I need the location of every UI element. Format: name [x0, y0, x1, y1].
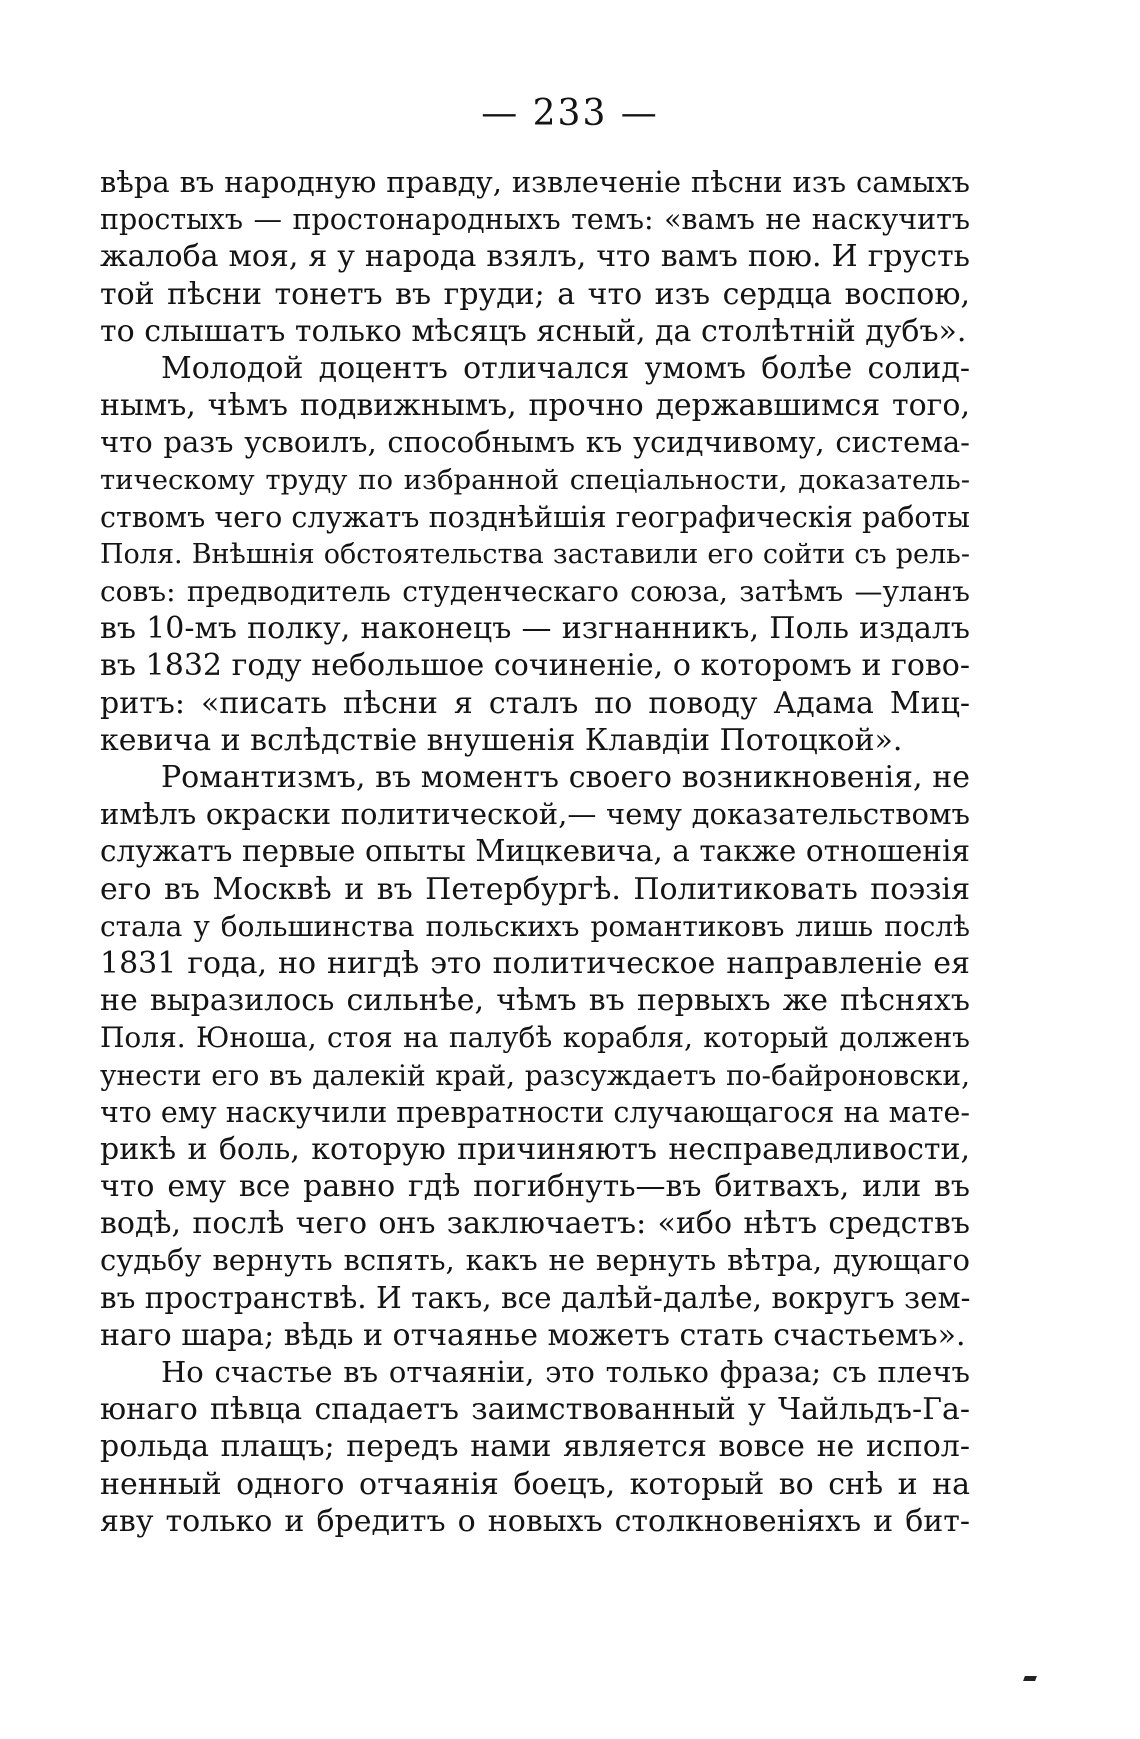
page-number: — 233 — — [481, 93, 659, 134]
text-line: въ 10-мъ полку, наконецъ — изгнанникъ, Поль издалъ — [100, 611, 970, 647]
text-line: не выразилось сильнѣе, чѣмъ въ первыхъ же пѣсняхъ — [100, 983, 970, 1019]
text-line: ритъ: «писать пѣсни я сталъ по поводу Адама Миц- — [100, 685, 970, 721]
text-line: Поля. Внѣшнія обстоятельства заставили его сойти съ рель- — [100, 538, 970, 570]
body-text — [100, 164, 970, 1540]
text-line: судьбу вернуть вспять, какъ не вернуть вѣтра, дующаго — [100, 1243, 970, 1278]
text-line: той пѣсни тонетъ въ груди; а что изъ сердца воспою, — [100, 276, 970, 312]
text-line: совъ: предводитель студенческаго союза, затѣмъ —уланъ — [100, 575, 970, 609]
text-line: 1831 года, но нигдѣ это политическое направленіе ея — [100, 945, 970, 981]
text-line: унести его въ далекій край, разсуждаетъ по-байроновски, — [100, 1058, 970, 1092]
print-mark — [1023, 1676, 1037, 1681]
text-line: Поля. Юноша, стоя на палубѣ корабля, который долженъ — [100, 1021, 970, 1055]
text-line: простыхъ — простонародныхъ темъ: «вамъ не наскучитъ — [100, 203, 970, 237]
text-line: водѣ, послѣ чего онъ заключаетъ: «ибо нѣтъ средствъ — [100, 1206, 970, 1242]
text-line: наго шара; вѣдь и отчаянье можетъ стать счастьемъ». — [100, 1317, 966, 1353]
text-line: стала у большинства польскихъ романтиковъ лишь послѣ — [100, 909, 970, 943]
text-line: въ 1832 году небольшое сочиненіе, о которомъ и гово- — [100, 648, 970, 684]
text-line: яву только и бредитъ о новыхъ столкновеніяхъ и бит- — [100, 1503, 970, 1539]
paragraph-start-line: Романтизмъ, въ моментъ своего возникновенія, не — [161, 760, 970, 795]
text-line: жалоба моя, я у народа взялъ, что вамъ пою. И грусть — [100, 239, 970, 275]
text-line: кевича и вслѣдствіе внушенія Клавдіи Потоцкой». — [100, 722, 903, 758]
text-line: что разъ усвоилъ, способнымъ къ усидчивому, система- — [100, 425, 970, 460]
paragraph-start-line: Но счастье въ отчаяніи, это только фраза; съ плечъ — [161, 1355, 970, 1389]
text-line: что ему наскучили превратности случающагося на мате- — [100, 1095, 970, 1129]
text-line: въ пространствѣ. И такъ, все далѣй-далѣе, вокругъ зем- — [100, 1280, 970, 1315]
text-line: то слышатъ только мѣсяцъ ясный, да столѣтній дубъ». — [100, 313, 967, 349]
text-line: его въ Москвѣ и въ Петербургѣ. Политиковать поэзія — [100, 871, 970, 907]
text-line: рольда плащъ; передъ нами является вовсе не испол- — [100, 1429, 970, 1465]
paragraph-start-line: Молодой доцентъ отличался умомъ болѣе солид- — [161, 350, 970, 386]
text-line: имѣлъ окраски политической,— чему доказательствомъ — [100, 797, 970, 832]
text-line: ненный одного отчаянія боецъ, который во снѣ и на — [100, 1466, 970, 1502]
text-line: нымъ, чѣмъ подвижнымъ, прочно державшимся того, — [100, 388, 970, 424]
text-line: юнаго пѣвца спадаетъ заимствованный у Чайльдъ-Га- — [100, 1392, 970, 1428]
text-line: вѣра въ народную правду, извлеченіе пѣсни изъ самыхъ — [100, 165, 970, 199]
text-line: служатъ первые опыты Мицкевича, а также отношенія — [100, 834, 970, 869]
text-line: рикѣ и боль, которую причиняютъ несправедливости, — [100, 1131, 970, 1167]
text-line: ствомъ чего служатъ позднѣйшія географическія работы — [100, 500, 970, 534]
text-line: тическому труду по избранной спеціальности, доказатель- — [100, 463, 970, 496]
text-line: что ему все равно гдѣ погибнуть—въ битвахъ, или въ — [100, 1169, 970, 1205]
